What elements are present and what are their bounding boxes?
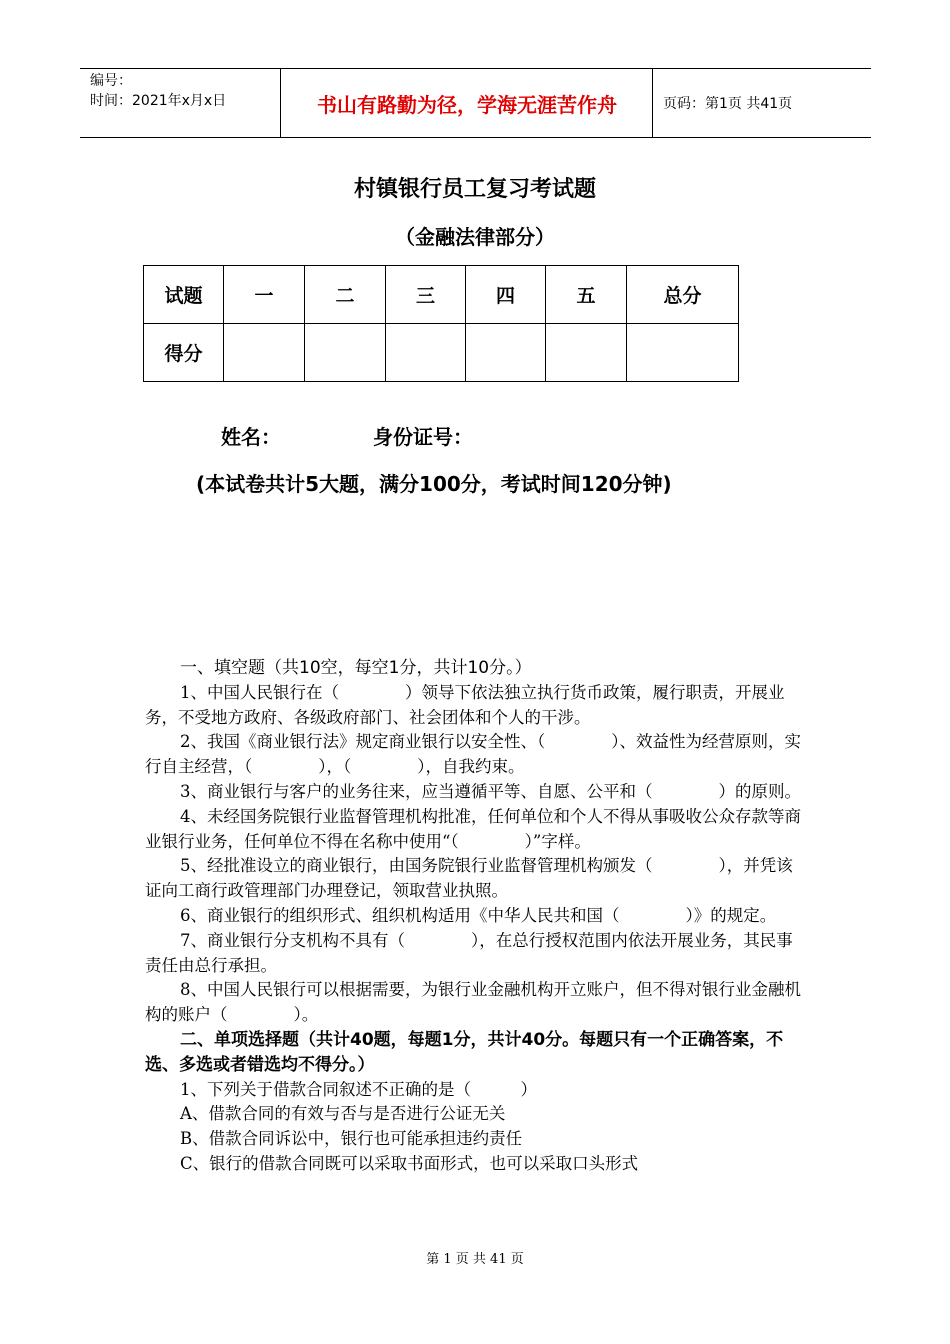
name-label: 姓名：: [221, 425, 281, 449]
score-cell[interactable]: [305, 324, 386, 382]
option-a: A、借款合同的有效与否与是否进行公证无关: [180, 1104, 506, 1124]
score-cell[interactable]: [224, 324, 305, 382]
question: 2、我国《商业银行法》规定商业银行以安全性、（ ）、效益性为经营原则，实行自主经营，（ ），（ ），自我约束。: [145, 732, 801, 777]
document-header: [80, 68, 871, 138]
score-cell[interactable]: [546, 324, 627, 382]
score-header-cell: 二: [305, 266, 386, 324]
option-b: B、借款合同诉讼中，银行也可能承担违约责任: [180, 1129, 523, 1149]
section-fill-in-blank: [145, 656, 807, 1177]
section1-heading: 一、填空题（共10空，每空1分，共计10分。）: [180, 658, 532, 678]
document-subtitle: （金融法律部分）: [395, 225, 555, 249]
question: 6、商业银行的组织形式、组织机构适用《中华人民共和国（ ）》的规定。: [180, 905, 777, 925]
date-label: 时间：2021年x月x日: [90, 93, 227, 109]
document-title: 村镇银行员工复习考试题: [353, 177, 596, 202]
score-row-label: 得分: [144, 324, 224, 382]
score-header-cell: 试题: [144, 266, 224, 324]
score-cell[interactable]: [386, 324, 466, 382]
question: 4、未经国务院银行业监督管理机构批准，任何单位和个人不得从事吸收公众存款等商业银行业务，任何单位不得在名称中使用“（ ）”字样。: [145, 806, 801, 851]
question: 7、商业银行分支机构不具有（ ），在总行授权范围内依法开展业务，其民事责任由总行承担。: [145, 930, 793, 975]
score-header-cell: 总分: [627, 266, 739, 324]
header-page-info: 页码：第1页 共41页: [663, 96, 793, 112]
score-header-cell: 一: [224, 266, 305, 324]
id-label: 身份证号：: [373, 425, 473, 449]
section2-heading: 二、单项选择题（共计40题，每题1分，共计40分。每题只有一个正确答案，不选、多选或者错选均不得分。）: [145, 1029, 784, 1075]
page-footer: 第 1 页 共 41 页: [426, 1252, 524, 1267]
score-header-cell: 四: [466, 266, 546, 324]
option-c: C、银行的借款合同既可以采取书面形式，也可以采取口头形式: [180, 1153, 639, 1173]
score-header-cell: 三: [386, 266, 466, 324]
question: 1、中国人民银行在（ ）领导下依法独立执行货币政策，履行职责，开展业务，不受地方政府、各级政府部门、社会团体和个人的干涉。: [145, 682, 785, 727]
question: 1、下列关于借款合同叙述不正确的是（ ）: [180, 1079, 537, 1099]
score-cell[interactable]: [466, 324, 546, 382]
score-cell[interactable]: [627, 324, 739, 382]
header-motto: 书山有路勤为径，学海无涯苦作舟: [282, 69, 653, 137]
exam-note: (本试卷共计5大题，满分100分，考试时间120分钟): [196, 472, 672, 496]
score-table-header-row: [144, 266, 739, 324]
question: 3、商业银行与客户的业务往来，应当遵循平等、自愿、公平和（ ）的原则。: [180, 781, 801, 801]
score-table: [143, 265, 739, 382]
code-label: 编号：: [90, 73, 132, 89]
header-meta: [80, 69, 281, 137]
score-header-cell: 五: [546, 266, 627, 324]
question: 8、中国人民银行可以根据需要，为银行业金融机构开立账户，但不得对银行业金融机构的账户（ ）。: [145, 980, 801, 1025]
score-table-score-row: [144, 324, 739, 382]
question: 5、经批准设立的商业银行，由国务院银行业监督管理机构颁发（ ），并凭该证向工商行政管理部门办理登记，领取营业执照。: [145, 856, 793, 901]
